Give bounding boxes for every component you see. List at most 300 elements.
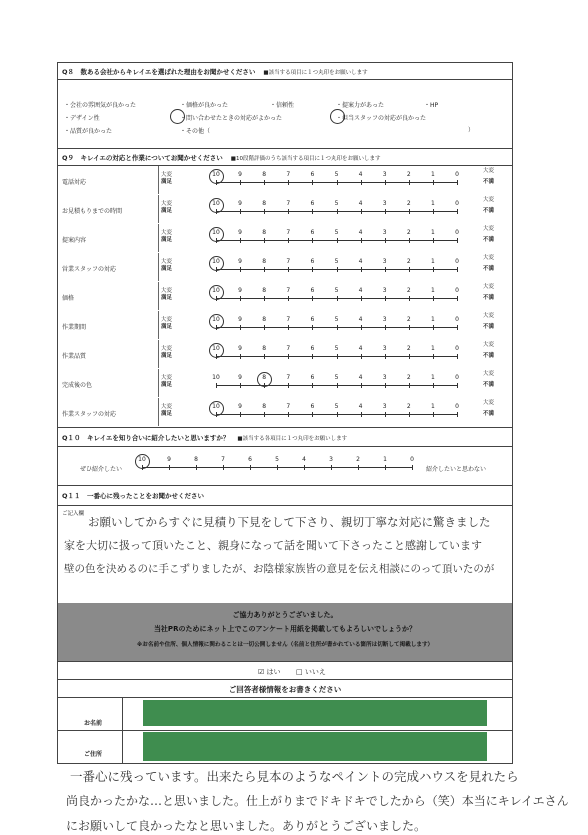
rating-scale[interactable]: [158, 369, 512, 397]
scale-number[interactable]: 0: [455, 316, 459, 323]
scale-tick: [433, 383, 434, 388]
q10-scale[interactable]: [138, 451, 418, 479]
close-paren: ）: [468, 127, 475, 134]
q8-option[interactable]: ・その他（: [180, 128, 211, 135]
scale-tick: [433, 267, 434, 272]
rating-row-label: [58, 398, 159, 426]
consent-panel: [58, 603, 512, 661]
scale-number[interactable]: 9: [238, 403, 242, 410]
scale-tick: [288, 412, 289, 417]
rating-row-label-text: 営業スタッフの対応: [62, 266, 117, 273]
scale-tick: [385, 383, 386, 388]
rating-row-label-text: 作業期間: [62, 324, 87, 331]
divider: [58, 79, 512, 80]
scale-number[interactable]: 3: [382, 229, 387, 236]
selection-circle: [209, 285, 224, 300]
scale-number[interactable]: 0: [455, 200, 459, 207]
scale-number[interactable]: 6: [310, 200, 315, 207]
rating-row-label: [58, 369, 159, 397]
scale-number[interactable]: 9: [238, 229, 242, 236]
q8-option[interactable]: ・品質が良かった: [64, 128, 113, 135]
scale-tick: [361, 325, 362, 330]
rating-scale[interactable]: [158, 195, 512, 223]
scale-number[interactable]: 8: [262, 403, 267, 410]
scale-number[interactable]: 0: [455, 287, 459, 294]
rating-row-label-text: 価格: [62, 295, 75, 302]
consent-privacy-note: ※お名前や住所、個人情報に関わることは一切公開しません（名前と住所が書かれている箇所は切断して掲載します）: [136, 642, 434, 648]
scale-number[interactable]: 1: [430, 287, 435, 294]
scale-left-label-line: 大変: [161, 259, 173, 265]
scale-right-label: [483, 168, 494, 186]
scale-left-label: [161, 288, 172, 302]
scale-number[interactable]: 5: [334, 171, 339, 178]
q8-option[interactable]: ・信頼性: [270, 102, 295, 109]
scale-number[interactable]: 9: [238, 200, 242, 207]
scale-tick: [312, 354, 313, 359]
scale-number[interactable]: 9: [238, 316, 242, 323]
scale-tick: [433, 412, 434, 417]
scale-right-label: [483, 313, 494, 331]
scale-number[interactable]: 7: [286, 258, 291, 265]
scale-tick: [288, 296, 289, 301]
scale-tick: [240, 180, 241, 185]
rating-row-label: [58, 195, 159, 223]
q10-left-label: ぜひ紹介したい: [80, 466, 123, 473]
scale-tick: [337, 209, 338, 214]
rating-row-label: [58, 282, 159, 310]
scale-number[interactable]: 0: [455, 374, 459, 381]
scale-tick: [240, 412, 241, 417]
scale-tick: [288, 209, 289, 214]
scale-tick: [264, 180, 265, 185]
scale-number[interactable]: 3: [382, 316, 387, 323]
scale-left-label-line: 満足: [161, 353, 173, 359]
scale-right-label-line: 不満: [482, 266, 494, 272]
scale-left-label: [161, 317, 172, 331]
scale-tick: [385, 354, 386, 359]
rating-row-label-text: 完成後の色: [62, 382, 93, 389]
scale-number[interactable]: 0: [410, 456, 414, 463]
scale-number[interactable]: 7: [286, 345, 291, 352]
scale-right-label: [483, 371, 494, 389]
scale-number[interactable]: 1: [430, 345, 435, 352]
scale-number[interactable]: 5: [334, 316, 339, 323]
scale-number[interactable]: 2: [406, 200, 411, 207]
q8-option[interactable]: ・HP: [424, 102, 439, 109]
scale-number[interactable]: 7: [286, 171, 291, 178]
scale-number[interactable]: 1: [430, 403, 435, 410]
scale-left-label: [161, 230, 172, 244]
scale-number[interactable]: 9: [167, 456, 171, 463]
scale-tick: [409, 209, 410, 214]
scale-number[interactable]: 8: [262, 171, 267, 178]
divider: [58, 485, 512, 486]
scale-tick: [409, 383, 410, 388]
scale-number[interactable]: 10: [212, 258, 220, 265]
scale-number[interactable]: 4: [358, 229, 363, 236]
scale-left-label-line: 大変: [161, 404, 173, 410]
scale-number[interactable]: 4: [358, 258, 363, 265]
scale-tick: [312, 412, 313, 417]
scale-number[interactable]: 0: [455, 403, 459, 410]
scale-number[interactable]: 4: [358, 316, 363, 323]
divider: [58, 661, 512, 662]
scale-tick: [240, 354, 241, 359]
rating-row-label: [58, 166, 159, 194]
scale-left-label: [161, 259, 172, 273]
scale-number[interactable]: 8: [194, 456, 198, 463]
scale-number[interactable]: 5: [275, 456, 279, 463]
scale-number[interactable]: 7: [286, 316, 291, 323]
comment-line[interactable]: 壁の色を決めるのに手こずりましたが、お陰様家族皆の意見を伝え相談にのって頂いたのが: [64, 563, 495, 575]
scale-number[interactable]: 5: [334, 258, 339, 265]
consent-thanks: ご協力ありがとうございました。: [232, 611, 338, 619]
scale-tick: [433, 296, 434, 301]
scale-tick: [433, 238, 434, 243]
scale-number[interactable]: 0: [455, 229, 459, 236]
scale-left-label: [161, 172, 172, 186]
scale-number[interactable]: 7: [286, 287, 291, 294]
q10-title: Q１０ キレイエを知り合いに紹介したいと思いますか？ ■該当する各項目に１つ丸印をお願いします: [62, 434, 348, 442]
address-label: ご住所: [84, 751, 103, 758]
scale-tick: [433, 209, 434, 214]
scale-number[interactable]: 3: [382, 374, 387, 381]
scale-number[interactable]: 6: [310, 287, 315, 294]
scale-tick: [312, 296, 313, 301]
selection-circle: [209, 401, 224, 416]
scale-tick: [337, 238, 338, 243]
rating-row-label: [58, 253, 159, 281]
scale-number[interactable]: 3: [382, 287, 387, 294]
scale-number[interactable]: 2: [406, 316, 411, 323]
scale-number[interactable]: 3: [382, 345, 387, 352]
scale-tick: [457, 209, 458, 214]
scale-tick: [385, 296, 386, 301]
scale-number[interactable]: 10: [212, 374, 220, 381]
scale-left-label: [161, 375, 172, 389]
scale-number[interactable]: 7: [286, 200, 291, 207]
q9-title: Q９ キレイエの対応と作業についてお聞かせください ■10段階評価のうち該当する項目に１つ丸印をお願いします: [62, 154, 381, 162]
scale-number[interactable]: 9: [238, 258, 242, 265]
scale-number[interactable]: 6: [310, 316, 315, 323]
scale-tick: [264, 238, 265, 243]
scale-number[interactable]: 2: [356, 456, 360, 463]
scale-number[interactable]: 6: [310, 171, 315, 178]
selection-circle: [209, 343, 224, 358]
q8-option[interactable]: ・価格が良かった: [180, 102, 229, 109]
q8-option[interactable]: ・提案力があった: [336, 102, 384, 109]
scale-tick: [457, 267, 458, 272]
rating-scale[interactable]: [158, 166, 512, 194]
divider: [58, 148, 512, 149]
scale-number[interactable]: 1: [430, 258, 435, 265]
scale-number[interactable]: 10: [212, 200, 220, 207]
scale-tick: [385, 412, 386, 417]
scale-number[interactable]: 3: [329, 456, 333, 463]
scale-number[interactable]: 7: [221, 456, 225, 463]
divider: [58, 730, 512, 731]
scale-tick: [288, 180, 289, 185]
divider: [58, 446, 512, 447]
rating-scale[interactable]: [158, 311, 512, 339]
divider: [58, 505, 512, 506]
scale-number[interactable]: 5: [334, 287, 339, 294]
scale-number[interactable]: 5: [334, 345, 339, 352]
scale-number[interactable]: 5: [334, 229, 339, 236]
scale-number[interactable]: 10: [212, 287, 220, 294]
scale-left-label: [161, 404, 172, 418]
scale-number[interactable]: 0: [455, 258, 459, 265]
comment-line[interactable]: お願いしてからすぐに見積り下見をして下さり、親切丁寧な対応に驚きました: [88, 515, 491, 529]
scale-number[interactable]: 3: [382, 258, 387, 265]
scale-tick: [385, 238, 386, 243]
scale-number[interactable]: 9: [238, 287, 242, 294]
scale-number[interactable]: 6: [248, 456, 252, 463]
scale-number[interactable]: 0: [455, 345, 459, 352]
scale-number[interactable]: 7: [286, 229, 291, 236]
q8-title: Q８ 数ある会社からキレイエを選ばれた理由をお聞かせください ■該当する項目に１つ丸印をお願いします: [62, 68, 368, 76]
scale-tick: [304, 465, 305, 470]
scale-right-label-line: 大変: [482, 255, 494, 261]
scale-right-label-line: 不満: [482, 208, 494, 214]
consent-yes[interactable]: ☑ はい: [258, 668, 281, 676]
scale-right-label-line: 大変: [482, 284, 494, 290]
scale-tick: [264, 267, 265, 272]
scale-number[interactable]: 2: [406, 258, 411, 265]
scale-tick: [264, 325, 265, 330]
scale-tick: [288, 267, 289, 272]
scale-right-label-line: 大変: [482, 400, 494, 406]
footer-handwriting-line: にお願いして良かったなと思いました。ありがとうございました。: [66, 819, 427, 833]
scale-tick: [312, 383, 313, 388]
q10-right-label: 紹介したいと思わない: [426, 466, 487, 473]
scale-tick: [409, 180, 410, 185]
scale-tick: [196, 465, 197, 470]
scale-number[interactable]: 1: [430, 374, 435, 381]
scale-tick: [337, 180, 338, 185]
scale-number[interactable]: 1: [430, 229, 435, 236]
scale-tick: [361, 354, 362, 359]
scale-number[interactable]: 10: [212, 403, 220, 410]
q11-title: Q１１ 一番心に残ったことをお聞かせください: [62, 492, 205, 500]
scale-tick: [277, 465, 278, 470]
scale-number[interactable]: 4: [302, 456, 306, 463]
divider: [58, 697, 512, 698]
scale-number[interactable]: 10: [138, 456, 146, 463]
scale-number[interactable]: 10: [212, 316, 220, 323]
scale-number[interactable]: 6: [310, 374, 315, 381]
scale-tick: [240, 383, 241, 388]
scale-number[interactable]: 5: [334, 374, 339, 381]
scale-tick: [361, 209, 362, 214]
scale-number[interactable]: 7: [286, 374, 291, 381]
scale-right-label-line: 不満: [482, 179, 494, 185]
scale-tick: [312, 238, 313, 243]
scale-number[interactable]: 6: [310, 403, 315, 410]
scale-right-label-line: 不満: [482, 411, 494, 417]
scale-tick: [409, 267, 410, 272]
scale-left-label-line: 大変: [161, 375, 173, 381]
scale-number[interactable]: 5: [334, 403, 339, 410]
scale-tick: [240, 209, 241, 214]
scale-number[interactable]: 3: [382, 403, 387, 410]
comment-box-label: ご記入欄: [62, 511, 85, 517]
scale-tick: [361, 412, 362, 417]
rating-row-label-text: 作業品質: [62, 353, 87, 360]
scale-number[interactable]: 2: [406, 403, 411, 410]
selection-circle: [209, 256, 224, 271]
scale-number[interactable]: 9: [238, 374, 242, 381]
scale-number[interactable]: 8: [262, 200, 267, 207]
scale-number[interactable]: 4: [358, 171, 363, 178]
scale-number[interactable]: 9: [238, 171, 242, 178]
scale-number[interactable]: 2: [406, 287, 411, 294]
name-label: お名前: [84, 720, 103, 727]
rating-scale[interactable]: [158, 224, 512, 252]
comment-line[interactable]: 家を大切に扱って頂いたこと、親身になって話を聞いて下さったこと感謝しています: [64, 539, 482, 552]
scale-tick: [361, 267, 362, 272]
rating-row-label: [58, 340, 159, 368]
scale-number[interactable]: 5: [334, 200, 339, 207]
checkbox-icon[interactable]: □: [296, 668, 303, 676]
scale-left-label-line: 大変: [161, 230, 173, 236]
customer-info-title: ご回答者様情報をお書きください: [228, 685, 342, 694]
scale-number[interactable]: 10: [212, 171, 220, 178]
scale-number[interactable]: 1: [430, 171, 435, 178]
scale-tick: [264, 296, 265, 301]
scale-left-label-line: 大変: [161, 317, 173, 323]
scale-number[interactable]: 3: [382, 171, 387, 178]
consent-question: 当社PRのためにネット上でこのアンケート用紙を掲載してもよろしいでしょうか？: [153, 625, 417, 633]
consent-no[interactable]: □ いいえ: [296, 668, 326, 676]
scale-tick: [337, 383, 338, 388]
scale-tick: [312, 267, 313, 272]
scale-tick: [409, 412, 410, 417]
scale-tick: [331, 465, 332, 470]
scale-left-label-line: 満足: [161, 208, 173, 214]
scale-number[interactable]: 4: [358, 374, 363, 381]
scale-left-label-line: 満足: [161, 295, 173, 301]
scale-tick: [433, 325, 434, 330]
scale-tick: [337, 267, 338, 272]
scale-tick: [457, 180, 458, 185]
scale-number[interactable]: 9: [238, 345, 242, 352]
scale-right-label-line: 大変: [482, 371, 494, 377]
scale-number[interactable]: 8: [262, 229, 267, 236]
scale-number[interactable]: 1: [430, 200, 435, 207]
scale-number[interactable]: 4: [358, 287, 363, 294]
scale-right-label-line: 不満: [482, 295, 494, 301]
q8-option[interactable]: ・問い合わせたときの対応がよかった: [180, 115, 283, 122]
scale-number[interactable]: 2: [406, 229, 411, 236]
rating-scale[interactable]: [158, 253, 512, 281]
scale-tick: [412, 465, 413, 470]
scale-tick: [240, 296, 241, 301]
scale-tick: [457, 296, 458, 301]
scale-tick: [312, 209, 313, 214]
scale-right-label-line: 大変: [482, 342, 494, 348]
scale-number[interactable]: 10: [212, 229, 220, 236]
scale-tick: [385, 267, 386, 272]
scale-number[interactable]: 3: [382, 200, 387, 207]
scale-number[interactable]: 0: [455, 171, 459, 178]
scale-right-label-line: 大変: [482, 168, 494, 174]
rating-scale[interactable]: [158, 340, 512, 368]
rating-row-label-text: 電話対応: [62, 179, 87, 186]
scale-tick: [409, 296, 410, 301]
rating-scale[interactable]: [158, 398, 512, 426]
scale-tick: [385, 180, 386, 185]
rating-row-label-text: お見積もりまでの時間: [62, 208, 123, 215]
scale-left-label-line: 満足: [161, 237, 173, 243]
scale-tick: [409, 354, 410, 359]
scale-left-label-line: 満足: [161, 324, 173, 330]
scale-tick: [312, 325, 313, 330]
scale-number[interactable]: 4: [358, 345, 363, 352]
scale-tick: [264, 412, 265, 417]
q8-option[interactable]: ・デザイン性: [64, 115, 100, 122]
scale-tick: [337, 296, 338, 301]
scale-number[interactable]: 4: [358, 403, 363, 410]
selection-circle: [330, 109, 345, 124]
rating-row-label-text: 作業スタッフの対応: [62, 411, 117, 418]
scale-number[interactable]: 8: [262, 374, 267, 381]
scale-right-label: [483, 255, 494, 273]
rating-row-label-text: 提案内容: [62, 237, 87, 244]
scale-number[interactable]: 8: [262, 258, 267, 265]
scale-left-label-line: 大変: [161, 346, 173, 352]
survey-form: [57, 62, 513, 764]
rating-row-label: [58, 224, 159, 252]
scale-right-label: [483, 284, 494, 302]
scale-number[interactable]: 1: [383, 456, 387, 463]
scale-tick: [264, 354, 265, 359]
scale-tick: [337, 354, 338, 359]
scale-number[interactable]: 8: [262, 287, 267, 294]
scale-tick: [361, 383, 362, 388]
scale-number[interactable]: 2: [406, 171, 411, 178]
rating-row-label: [58, 311, 159, 339]
scale-number[interactable]: 4: [358, 200, 363, 207]
q8-option[interactable]: ・会社の雰囲気が良かった: [64, 102, 137, 109]
scale-number[interactable]: 2: [406, 374, 411, 381]
scale-tick: [457, 325, 458, 330]
scale-right-label-line: 大変: [482, 313, 494, 319]
scale-left-label-line: 大変: [161, 172, 173, 178]
scale-right-label-line: 不満: [482, 237, 494, 243]
scale-number[interactable]: 2: [406, 345, 411, 352]
scale-tick: [361, 180, 362, 185]
selection-circle: [170, 109, 185, 124]
scale-tick: [288, 238, 289, 243]
q8-option[interactable]: ・担当スタッフの対応が良かった: [336, 115, 427, 122]
selection-circle: [209, 169, 224, 184]
scale-right-label-line: 大変: [482, 197, 494, 203]
scale-tick: [264, 209, 265, 214]
scale-number[interactable]: 6: [310, 345, 315, 352]
checkbox-checked-icon[interactable]: ☑: [258, 668, 265, 676]
scale-number[interactable]: 6: [310, 258, 315, 265]
scale-number[interactable]: 8: [262, 345, 267, 352]
scale-number[interactable]: 1: [430, 316, 435, 323]
scale-number[interactable]: 10: [212, 345, 220, 352]
scale-number[interactable]: 8: [262, 316, 267, 323]
scale-tick: [433, 354, 434, 359]
address-redaction: [143, 732, 487, 761]
scale-number[interactable]: 6: [310, 229, 315, 236]
scale-number[interactable]: 7: [286, 403, 291, 410]
rating-scale[interactable]: [158, 282, 512, 310]
